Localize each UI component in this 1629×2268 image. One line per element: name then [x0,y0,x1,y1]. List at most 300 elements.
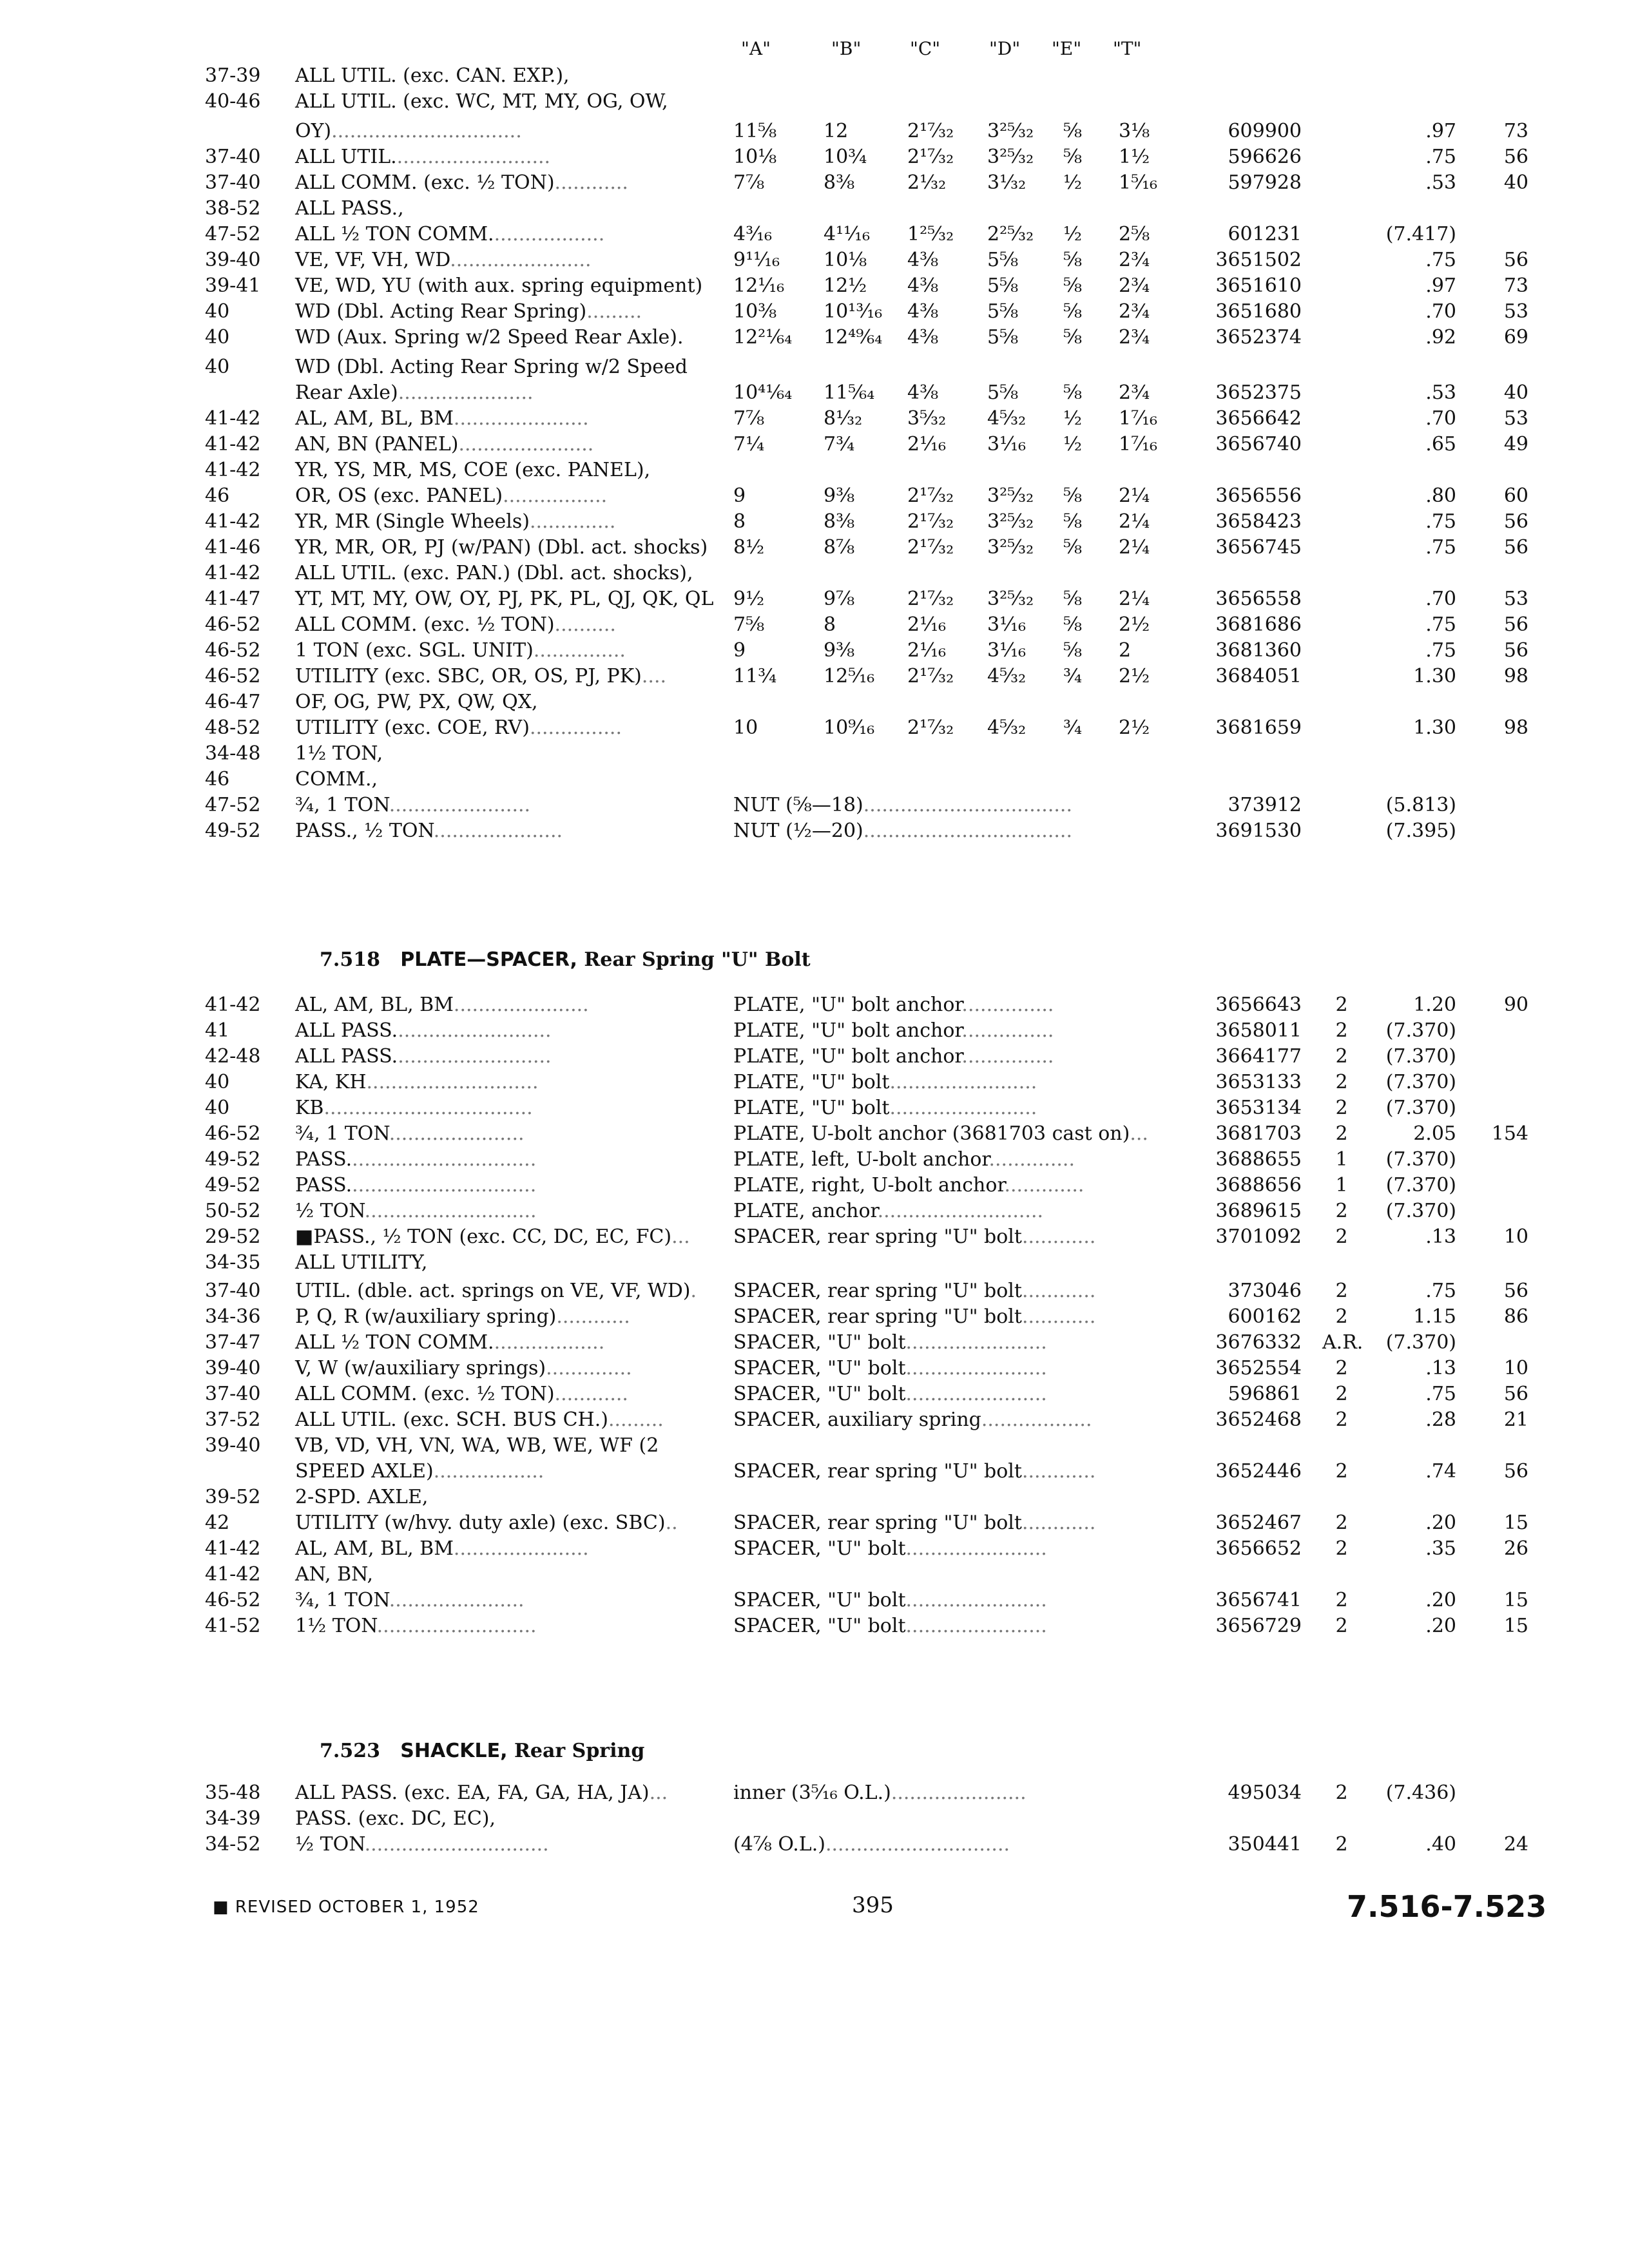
dimension-t: 2½ [1119,665,1150,687]
application-label: UTILITY (w/hvy. duty axle) (exc. SBC) [295,1512,666,1534]
dimension-e: ⅝ [1063,146,1083,168]
application-text [295,1588,525,1613]
dimension-a: 10⁴¹⁄₆₄ [733,381,793,404]
table-row [0,1510,1629,1536]
part-number: 3656745 [1215,536,1302,559]
dimension-t: 2¼ [1119,588,1150,610]
dimension-d: 3²⁵⁄₃₂ [987,536,1034,559]
application-label: 2-SPD. AXLE, [295,1486,429,1508]
dimension-c: 2¹⁷⁄₃₂ [907,510,954,533]
dimension-e: ½ [1063,433,1083,456]
application-text [295,818,563,844]
dimension-t: 2¼ [1119,485,1150,507]
application-label: ¾, 1 TON [295,1122,389,1145]
part-number: 3684051 [1215,665,1302,687]
part-number: 3651680 [1215,300,1302,323]
dimension-c: 2⅟₃₂ [907,171,947,194]
application-label: YT, MT, MY, OW, OY, PJ, PK, PL, QJ, QK, QL [295,588,714,610]
price: .75 [1425,536,1456,559]
dimension-e: ¾ [1063,665,1083,687]
dimension-t: 3⅛ [1119,120,1150,142]
section-subtitle: Rear Spring "U" Bolt [584,948,811,971]
list-price-code: 56 [1503,510,1528,533]
application-text [295,1304,630,1330]
price: 1.30 [1413,716,1456,739]
leader-dots: ....................... [389,794,531,816]
model-years: 34-39 [205,1807,261,1830]
part-number: 3656556 [1215,485,1302,507]
list-price-code: 24 [1503,1833,1528,1856]
model-years: 41-42 [205,459,261,481]
model-years: 34-52 [205,1833,261,1856]
table-row [0,1459,1629,1485]
application-label: ALL UTIL. (exc. CAN. EXP.), [295,64,570,87]
quantity: 1 [1335,1174,1348,1196]
price: .75 [1425,1383,1456,1405]
section-name: SHACKLE, [400,1740,508,1762]
part-number: 601231 [1228,223,1302,245]
leader-dots: ...................... [389,1589,525,1611]
dimension-t: 2¾ [1119,300,1150,323]
leader-dots: ............... [961,1019,1054,1042]
dimension-e: ⅝ [1063,510,1083,533]
part-number: 3653133 [1215,1071,1302,1093]
table-row [0,1250,1629,1276]
part-number: 3656729 [1215,1615,1302,1637]
dimension-d: 5⅝ [987,381,1019,404]
leader-dots: ............................... [331,120,522,142]
part-description [733,992,1054,1018]
table-row [0,992,1629,1018]
price: .75 [1425,639,1456,662]
part-description [733,1304,1095,1330]
model-years: 39-52 [205,1486,261,1508]
nut-description [733,793,1072,818]
table-row [0,509,1629,535]
application-label: ALL PASS. [295,1045,398,1068]
part-description-label: PLATE, "U" bolt [733,1097,890,1119]
application-text [295,1224,690,1250]
dimension-a: 10⅜ [733,300,777,323]
application-label: ALL COMM. (exc. ½ TON) [295,613,555,636]
price: 1.15 [1413,1305,1456,1328]
dimension-d: 3⅟₁₆ [987,433,1027,456]
dimension-t: 1⁷⁄₁₆ [1119,407,1158,430]
part-number: 3689615 [1215,1200,1302,1222]
quantity: 2 [1335,1225,1348,1248]
list-price-code: 73 [1503,274,1528,297]
dimension-b: 10¹³⁄₁₆ [824,300,883,323]
table-row [0,325,1629,351]
leader-dots: .................. [433,1460,545,1483]
dimension-e: ⅝ [1063,613,1083,636]
part-number: 3688655 [1215,1148,1302,1171]
quantity: 2 [1335,1512,1348,1534]
application-label: AL, AM, BL, BM [295,994,454,1016]
application-text [295,664,666,689]
table-row [0,299,1629,325]
section-subtitle: Rear Spring [514,1740,645,1762]
application-label: ALL ½ TON COMM. [295,1331,494,1354]
dimension-b: 8⅜ [824,171,855,194]
table-row [0,1407,1629,1433]
leader-dots: ............................ [364,1200,537,1222]
leader-dots: .............................. [352,1174,537,1196]
table-row [0,586,1629,612]
price: .97 [1425,120,1456,142]
list-price-code: 15 [1503,1615,1528,1637]
price: .70 [1425,588,1456,610]
leader-dots: ....................... [450,249,592,271]
dimension-e: ¾ [1063,716,1083,739]
dimension-c: 4⅜ [907,300,939,323]
quantity: 2 [1335,1537,1348,1560]
part-number: 3656558 [1215,588,1302,610]
leader-dots: ... [649,1782,668,1804]
part-number: 3688656 [1215,1174,1302,1196]
leader-dots: ............ [554,1383,628,1405]
list-price-code: 21 [1503,1408,1528,1431]
dimension-b: 10⁹⁄₁₆ [824,716,875,739]
table-row [0,380,1629,406]
table-row [0,1095,1629,1121]
part-number: 3652446 [1215,1460,1302,1483]
dimension-b: 8 [824,613,836,636]
model-years: 35-48 [205,1782,261,1804]
dimension-a: 12⅟₁₆ [733,274,785,297]
leader-dots: ................. [503,485,608,507]
price: .13 [1425,1357,1456,1379]
model-years: 41-52 [205,1615,261,1637]
dimension-b: 8⅟₃₂ [824,407,863,430]
part-description [733,1780,1027,1806]
model-years: 29-52 [205,1225,261,1248]
quantity: 2 [1335,1045,1348,1068]
price: (7.417) [1385,223,1456,245]
quantity: 2 [1335,1833,1348,1856]
quantity: 2 [1335,1097,1348,1119]
dimension-a: 10 [733,716,758,739]
model-years: 40-46 [205,90,261,113]
dimension-e: ⅝ [1063,274,1083,297]
application-text [295,561,693,586]
part-description-label: SPACER, rear spring "U" bolt [733,1460,1022,1483]
application-text [295,1536,589,1562]
application-label: ¾, 1 TON [295,1589,389,1611]
dimension-a: 9½ [733,588,765,610]
leader-dots: ........................... [877,1200,1044,1222]
part-description-label: PLATE, "U" bolt anchor [733,994,962,1016]
dimension-b: 4¹¹⁄₁₆ [824,223,871,245]
application-text [295,767,378,793]
dimension-a: 9¹¹⁄₁₆ [733,249,780,271]
part-description [733,1173,1084,1198]
leader-dots: ............... [961,994,1054,1016]
model-years: 40 [205,1097,230,1119]
application-text [295,170,628,196]
price: (7.370) [1385,1045,1456,1068]
dimension-e: ⅝ [1063,485,1083,507]
application-label: ALL COMM. (exc. ½ TON) [295,1383,555,1405]
dimension-d: 3⅟₁₆ [987,613,1027,636]
quantity: 2 [1335,1460,1348,1483]
leader-dots: .............................. [352,1148,537,1171]
table-row [0,741,1629,767]
part-description-label: SPACER, "U" bolt [733,1357,906,1379]
part-description [733,1044,1054,1070]
list-price-code: 53 [1503,588,1528,610]
leader-dots: ...................... [389,1122,525,1145]
dimension-b: 12½ [824,274,867,297]
table-row [0,1536,1629,1562]
application-text [295,247,592,273]
leader-dots: ...................... [458,433,594,456]
table-row [0,483,1629,509]
leader-dots: ...................... [453,407,589,430]
part-description [733,1459,1095,1485]
dimension-t: 2½ [1119,613,1150,636]
col-header-t: "T" [1113,38,1142,59]
list-price-code: 49 [1503,433,1528,456]
dimension-c: 2¹⁷⁄₃₂ [907,536,954,559]
dimension-c: 2¹⁷⁄₃₂ [907,588,954,610]
application-label: ALL PASS., [295,197,404,220]
table-row [0,432,1629,457]
application-label: ALL UTIL. [295,146,397,168]
revision-note: ■ REVISED OCTOBER 1, 1952 [213,1898,479,1917]
application-label: ALL UTIL. (exc. SCH. BUS CH.) [295,1408,608,1431]
table-row [0,1304,1629,1330]
application-text [295,1459,544,1485]
dimension-c: 2¹⁷⁄₃₂ [907,665,954,687]
leader-dots: .... [641,665,667,687]
part-number: 3681659 [1215,716,1302,739]
application-text [295,1147,536,1173]
leader-dots: ....................... [905,1615,1047,1637]
dimension-b: 12⁵⁄₁₆ [824,665,875,687]
table-row [0,247,1629,273]
part-description-label: SPACER, rear spring "U" bolt [733,1225,1022,1248]
table-row [0,63,1629,89]
application-label: ½ TON [295,1200,365,1222]
part-description [733,1613,1047,1639]
table-row [0,1588,1629,1613]
application-text [295,1613,537,1639]
leader-dots: ............ [1021,1460,1096,1483]
model-years: 42-48 [205,1045,261,1068]
list-price-code: 56 [1503,1280,1528,1302]
table-row [0,689,1629,715]
part-description-label: (4⅞ O.L.) [733,1833,825,1856]
part-description-label: PLATE, "U" bolt anchor [733,1045,962,1068]
dimension-d: 2²⁵⁄₃₂ [987,223,1034,245]
application-label: OY) [295,120,332,142]
table-row [0,196,1629,222]
dimension-t: 2¼ [1119,536,1150,559]
dimension-d: 3⅟₃₂ [987,171,1027,194]
application-text [295,325,684,351]
leader-dots: .................. [981,1408,1092,1431]
price: .92 [1425,326,1456,349]
part-description-label: SPACER, "U" bolt [733,1383,906,1405]
price: .80 [1425,485,1456,507]
part-number: 3681360 [1215,639,1302,662]
model-years: 46-52 [205,1589,261,1611]
application-label: VB, VD, VH, VN, WA, WB, WE, WF (2 [295,1434,659,1457]
price: 1.20 [1413,994,1456,1016]
dimension-b: 8⅜ [824,510,855,533]
leader-dots: ..................... [433,820,563,842]
dimension-t: 2½ [1119,716,1150,739]
application-text [295,380,534,406]
leader-dots: ......... [608,1408,664,1431]
price: .70 [1425,300,1456,323]
list-price-code: 10 [1503,1225,1528,1248]
dimension-b: 11⁵⁄₆₄ [824,381,875,404]
part-number: 3656643 [1215,994,1302,1016]
part-number: 3651610 [1215,274,1302,297]
price: .75 [1425,1280,1456,1302]
part-description [733,1330,1047,1356]
dimension-e: ⅝ [1063,300,1083,323]
model-years: 37-40 [205,1280,261,1302]
application-text [295,793,530,818]
application-label: 1½ TON, [295,742,383,765]
table-row [0,1832,1629,1858]
model-years: 48-52 [205,716,261,739]
leader-dots: .. [665,1512,678,1534]
application-text [295,1485,428,1510]
application-text [295,1433,659,1459]
dimension-t: 2 [1119,639,1132,662]
leader-dots: ... [1130,1122,1148,1145]
part-number: 373046 [1228,1280,1302,1302]
col-header-a: "A" [741,38,771,59]
part-number: 3652467 [1215,1512,1302,1534]
table-row [0,1562,1629,1588]
price: .20 [1425,1615,1456,1637]
price: (7.370) [1385,1174,1456,1196]
leader-dots: ............ [556,1305,630,1328]
application-text [295,1070,539,1095]
dimension-c: 2⅟₁₆ [907,639,947,662]
table-row [0,273,1629,299]
quantity: 2 [1335,1019,1348,1042]
leader-dots: ............ [554,171,628,194]
part-description [733,1121,1148,1147]
dimension-c: 2⅟₁₆ [907,433,947,456]
col-header-c: "C" [910,38,941,59]
part-description [733,1198,1043,1224]
application-text [295,1095,533,1121]
model-years: 40 [205,1071,230,1093]
leader-dots: ...................... [398,381,534,404]
part-number: 600162 [1228,1305,1302,1328]
price: .13 [1425,1225,1456,1248]
application-text [295,354,688,380]
price: .70 [1425,407,1456,430]
price: .35 [1425,1537,1456,1560]
quantity: 2 [1335,1357,1348,1379]
nut-label: NUT (⅝—18) [733,794,863,816]
application-label: P, Q, R (w/auxiliary spring) [295,1305,557,1328]
list-price-code: 69 [1503,326,1528,349]
quantity: 2 [1335,1589,1348,1611]
price: .75 [1425,249,1456,271]
dimension-c: 2¹⁷⁄₃₂ [907,485,954,507]
application-label: UTILITY (exc. SBC, OR, OS, PJ, PK) [295,665,642,687]
application-label: KB [295,1097,324,1119]
application-text [295,1173,536,1198]
part-number: 350441 [1228,1833,1302,1856]
dimension-b: 9⅜ [824,485,855,507]
part-description [733,1832,1010,1858]
table-row [0,1433,1629,1459]
model-years: 41-42 [205,994,261,1016]
list-price-code: 15 [1503,1512,1528,1534]
dimension-d: 3²⁵⁄₃₂ [987,588,1034,610]
application-text [295,1356,632,1381]
price: .75 [1425,146,1456,168]
nut-label: NUT (½—20) [733,820,863,842]
model-years: 34-36 [205,1305,261,1328]
page-number: 395 [852,1892,894,1918]
part-description-label: PLATE, right, U-bolt anchor [733,1174,1005,1196]
list-price-code: 86 [1503,1305,1528,1328]
dimension-e: ⅝ [1063,536,1083,559]
leader-dots: ............ [1021,1305,1096,1328]
part-number: 495034 [1228,1782,1302,1804]
part-number: 3656642 [1215,407,1302,430]
model-years: 41-47 [205,588,261,610]
application-text [295,1121,525,1147]
leader-dots: .................................. [863,794,1072,816]
quantity: 2 [1335,1122,1348,1145]
dimension-b: 9⅞ [824,588,855,610]
leader-dots: ........................ [889,1071,1037,1093]
leader-dots: ....................... [905,1537,1047,1560]
section-number: 7.518 [320,948,380,971]
price: 1.30 [1413,665,1456,687]
price: (7.370) [1385,1331,1456,1354]
application-text [295,992,589,1018]
list-price-code: 60 [1503,485,1528,507]
part-number: 3676332 [1215,1331,1302,1354]
application-label: ½ TON [295,1833,365,1856]
model-years: 41-42 [205,1537,261,1560]
part-number: 609900 [1228,120,1302,142]
application-text [295,63,570,89]
price: .74 [1425,1460,1456,1483]
table-row [0,1018,1629,1044]
leader-dots: ...................... [453,1537,589,1560]
dimension-a: 11¾ [733,665,777,687]
quantity: 2 [1335,1071,1348,1093]
dimension-b: 8⅞ [824,536,855,559]
leader-dots: ............... [961,1045,1054,1068]
model-years: 46-52 [205,613,261,636]
model-years: 37-47 [205,1331,261,1354]
section-title-plate-spacer [320,948,811,971]
model-years: 47-52 [205,223,261,245]
dimension-e: ⅝ [1063,588,1083,610]
application-text [295,144,550,170]
leader-dots: .............. [988,1148,1075,1171]
application-label: SPEED AXLE) [295,1460,434,1483]
dimension-a: 8 [733,510,746,533]
part-description [733,1224,1095,1250]
application-label: ALL UTILITY, [295,1251,428,1274]
